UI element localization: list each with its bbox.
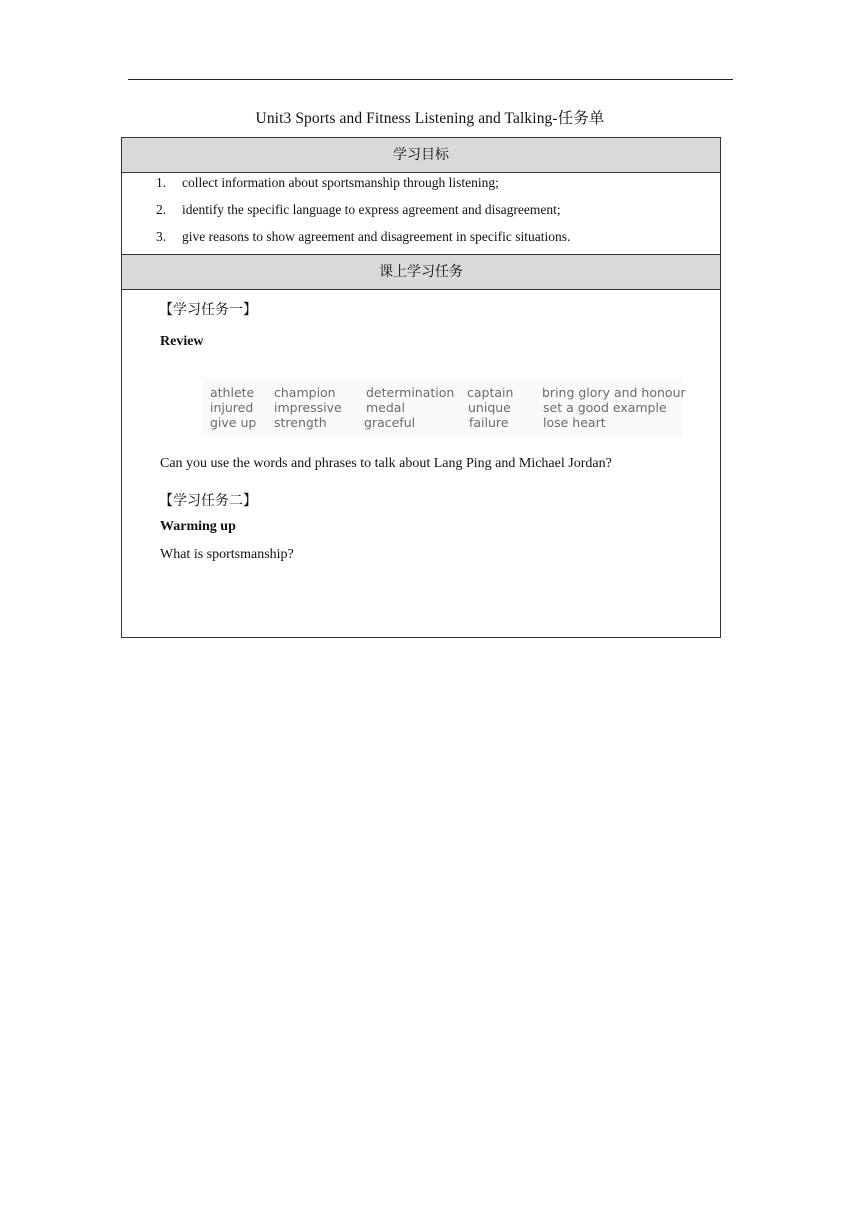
header-rule — [128, 79, 733, 80]
vocabulary-image — [202, 378, 686, 436]
objectives-list — [122, 173, 720, 254]
task1-question: Can you use the words and phrases to talk about Lang Ping and Michael Jordan? — [160, 456, 612, 471]
tasks-header: 课上学习任务 — [122, 254, 720, 290]
objective-item — [122, 200, 720, 227]
vocab-word: lose heart — [543, 415, 606, 430]
objective-text: collect information about sportsmanship through listening; — [182, 175, 499, 190]
objective-text: identify the specific language to express agreement and disagreement; — [182, 202, 561, 217]
objective-text: give reasons to show agreement and disagreement in specific situations. — [182, 229, 571, 244]
objective-number: 2. — [156, 202, 167, 217]
task1-heading: Review — [160, 334, 204, 349]
vocab-word: determination — [366, 385, 455, 400]
tasks-body — [122, 290, 720, 637]
vocab-word: impressive — [274, 400, 342, 415]
task2-label: 【学习任务二】 — [159, 493, 257, 509]
vocab-word: champion — [274, 385, 336, 400]
task1-label: 【学习任务一】 — [159, 302, 257, 318]
vocab-word: give up — [210, 415, 257, 430]
vocab-word: set a good example — [543, 400, 667, 415]
vocab-word: unique — [468, 400, 511, 415]
vocab-word: captain — [467, 385, 514, 400]
vocab-word: failure — [469, 415, 509, 430]
objectives-header: 学习目标 — [122, 138, 720, 173]
objective-number: 1. — [156, 175, 167, 190]
objective-number: 3. — [156, 229, 167, 244]
vocab-word: bring glory and honour — [542, 385, 686, 400]
worksheet-table — [121, 137, 721, 638]
task2-heading: Warming up — [160, 519, 236, 534]
vocab-word: athlete — [210, 385, 255, 400]
vocab-word: strength — [274, 415, 327, 430]
vocab-word: medal — [366, 400, 405, 415]
objective-item — [122, 227, 720, 254]
document-title: Unit3 Sports and Fitness Listening and Talking-任务单 — [255, 110, 605, 127]
vocab-word: graceful — [364, 415, 416, 430]
task2-question: What is sportsmanship? — [160, 547, 294, 562]
vocab-word: injured — [210, 400, 254, 415]
objective-item — [122, 173, 720, 200]
